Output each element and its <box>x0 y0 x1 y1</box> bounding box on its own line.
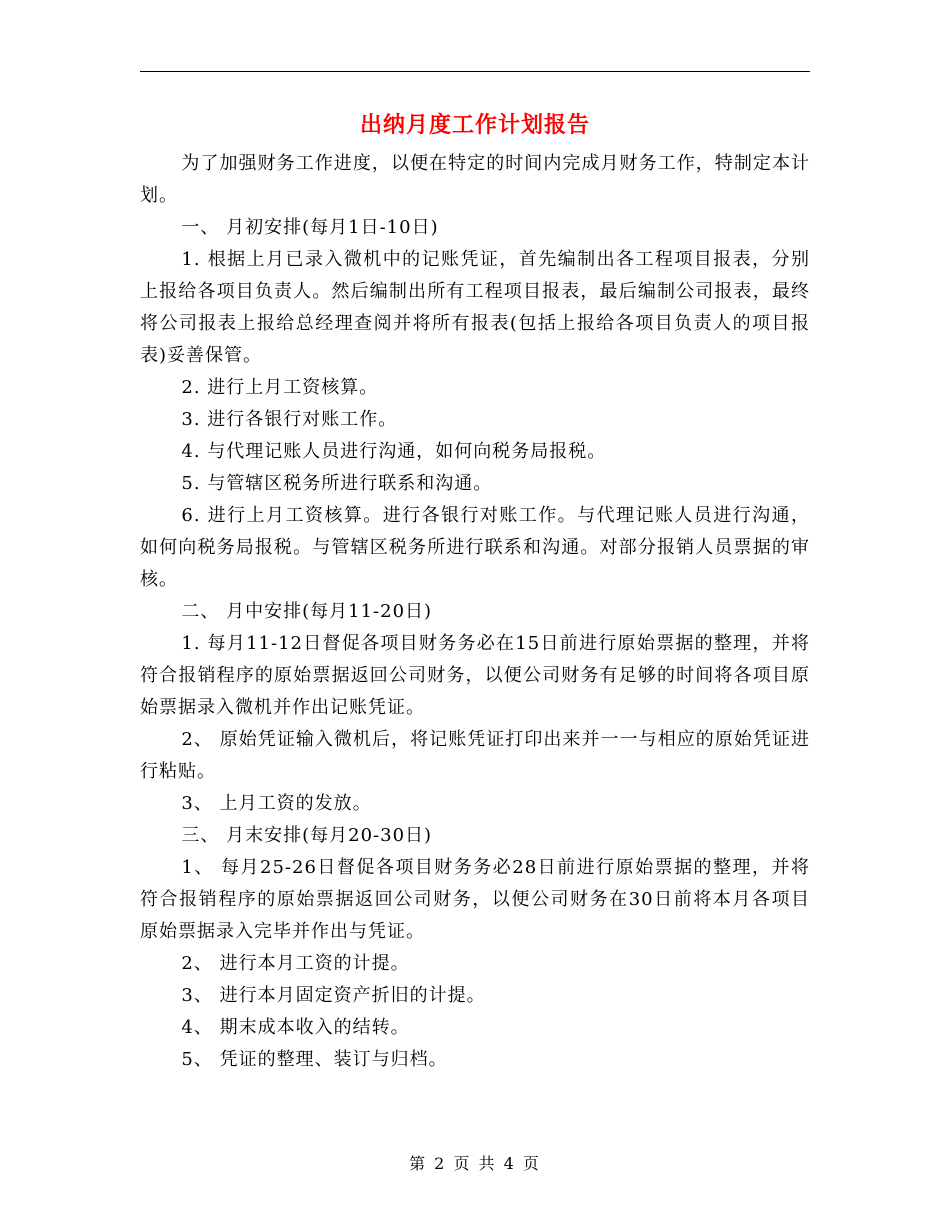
document-title: 出纳月度工作计划报告 <box>359 112 590 138</box>
section-heading-month-mid: 二、 月中安排(每月11-20日) <box>181 601 433 622</box>
list-item: 6. 进行上月工资核算。进行各银行对账工作。与代理记账人员进行沟通，如何向税务局报税。与管辖区税务所进行联系和沟通。对部分报销人员票据的审核。 <box>140 505 810 590</box>
list-item: 1. 根据上月已录入微机中的记账凭证，首先编制出各工程项目报表，分别上报给各项目负责人。然后编制出所有工程项目报表，最后编制公司报表，最终将公司报表上报给总经理查阅并将所有报表(包括上报给各项目负责人的项目报表)妥善保管。 <box>140 249 810 366</box>
intro-paragraph: 为了加强财务工作进度，以便在特定的时间内完成月财务工作，特制定本计划。 <box>140 153 810 206</box>
header-rule <box>140 71 810 72</box>
list-item: 4. 与代理记账人员进行沟通，如何向税务局报税。 <box>181 441 607 462</box>
list-item: 3. 进行各银行对账工作。 <box>181 409 398 430</box>
section-heading-month-end: 三、 月末安排(每月20-30日) <box>181 825 433 846</box>
list-item: 3、 进行本月固定资产折旧的计提。 <box>181 985 486 1006</box>
document-body <box>140 148 810 1076</box>
list-item: 2、 进行本月工资的计提。 <box>181 953 410 974</box>
list-item: 2、 原始凭证输入微机后，将记账凭证打印出来并一一与相应的原始凭证进行粘贴。 <box>140 729 810 782</box>
section-heading-month-start: 一、 月初安排(每月1日-10日) <box>181 217 439 238</box>
list-item: 2. 进行上月工资核算。 <box>181 377 379 398</box>
list-item: 3、 上月工资的发放。 <box>181 793 372 814</box>
list-item: 1. 每月11-12日督促各项目财务务必在15日前进行原始票据的整理，并将符合报销程序的原始票据返回公司财务，以便公司财务有足够的时间将各项目原始票据录入微机并作出记账凭证。 <box>140 633 811 718</box>
list-item: 4、 期末成本收入的结转。 <box>181 1017 410 1038</box>
list-item: 5. 与管辖区税务所进行联系和沟通。 <box>181 473 493 494</box>
page-number-footer: 第 2 页 共 4 页 <box>409 1154 541 1173</box>
list-item: 1、 每月25-26日督促各项目财务务必28日前进行原始票据的整理，并将符合报销程序的原始票据返回公司财务，以便公司财务在30日前将本月各项目原始票据录入完毕并作出与凭证。 <box>140 857 810 942</box>
list-item: 5、 凭证的整理、装订与归档。 <box>181 1049 448 1070</box>
